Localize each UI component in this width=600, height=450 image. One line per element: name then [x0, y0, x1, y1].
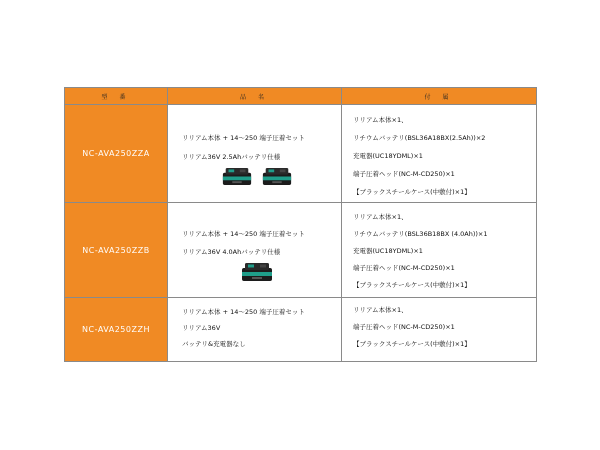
- product-spec-line: リリアム36V: [182, 324, 221, 332]
- accessory-item: リチウムバッテリ(BSL36A18BX(2.5Ah))×2: [353, 134, 486, 142]
- battery-pack-icon: [240, 261, 274, 283]
- accessory-item: 【ブラックスチールケース(中敷付)×1】: [353, 188, 471, 196]
- table-header-row: [65, 88, 537, 105]
- product-spec-line: リリアム36V 2.5Ahバッテリ仕様: [182, 153, 281, 161]
- battery-images: [168, 261, 341, 283]
- product-name-cell: [168, 203, 342, 298]
- header-product-name: 品 名: [168, 88, 342, 105]
- accessory-item: 充電器(UC18YDML)×1: [353, 247, 423, 255]
- model-number: NC-AVA250ZZA: [65, 105, 168, 203]
- battery-pack-icon: [221, 166, 253, 187]
- model-number: NC-AVA250ZZB: [65, 203, 168, 298]
- battery-images: [168, 166, 341, 188]
- accessory-item: リチウムバッテリ(BSL36B18BX (4.0Ah))×1: [353, 230, 488, 238]
- header-model: 型 番: [65, 88, 168, 105]
- accessory-item: 端子圧着ヘッド(NC-M-CD250)×1: [353, 323, 455, 331]
- product-note-line: バッテリ&充電器なし: [182, 340, 246, 348]
- accessory-item: リリアム本体×1、: [353, 116, 408, 124]
- product-name-line: リリアム本体 + 14〜250 端子圧着セット: [182, 308, 305, 316]
- table-row: [65, 203, 537, 298]
- battery-pack-icon: [261, 166, 293, 187]
- table-row: [65, 298, 537, 362]
- accessory-item: 端子圧着ヘッド(NC-M-CD250)×1: [353, 264, 455, 272]
- product-name-line: リリアム本体 + 14〜250 端子圧着セット: [182, 230, 305, 238]
- accessories-cell: [342, 105, 537, 203]
- model-number: NC-AVA250ZZH: [65, 298, 168, 362]
- accessory-item: 【ブラックスチールケース(中敷付)×1】: [353, 281, 471, 289]
- header-accessories: 付 属: [342, 88, 537, 105]
- product-name-cell: [168, 105, 342, 203]
- accessory-item: 充電器(UC18YDML)×1: [353, 152, 423, 160]
- accessory-item: 端子圧着ヘッド(NC-M-CD250)×1: [353, 170, 455, 178]
- table-row: [65, 105, 537, 203]
- accessories-cell: [342, 298, 537, 362]
- product-name-cell: [168, 298, 342, 362]
- product-table: [64, 87, 537, 362]
- accessory-item: 【ブラックスチールケース(中敷付)×1】: [353, 340, 471, 348]
- product-name-line: リリアム本体 + 14〜250 端子圧着セット: [182, 134, 305, 142]
- accessory-item: リリアム本体×1、: [353, 306, 408, 314]
- product-spec-line: リリアム36V 4.0Ahバッテリ仕様: [182, 248, 281, 256]
- accessories-cell: [342, 203, 537, 298]
- accessory-item: リリアム本体×1、: [353, 213, 408, 221]
